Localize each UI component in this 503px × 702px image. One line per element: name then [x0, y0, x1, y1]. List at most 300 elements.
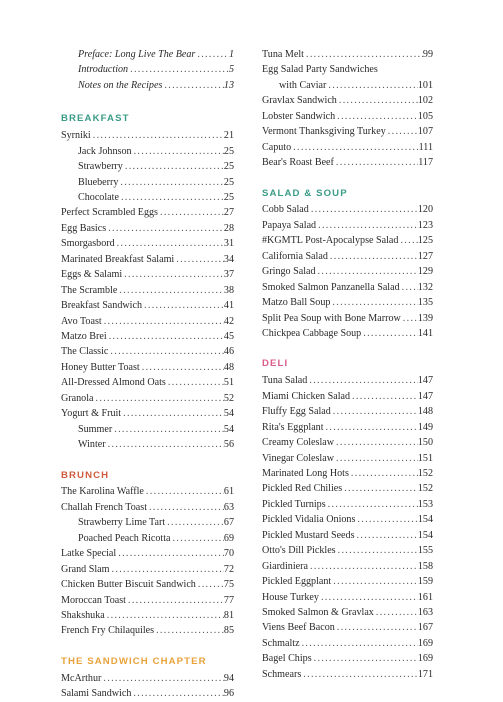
toc-entry [61, 608, 234, 623]
entry-title: Strawberry Lime Tart [78, 517, 166, 529]
dot-leader [398, 233, 417, 248]
dot-leader [330, 295, 417, 310]
entry-title: Gringo Salad [262, 266, 316, 278]
entry-page-number: 38 [223, 284, 234, 296]
entry-page-number: 147 [417, 390, 433, 402]
entry-page-number: 51 [223, 377, 234, 389]
entry-page-number: 169 [417, 653, 433, 665]
entry-title: Pickled Vidalia Onions [262, 514, 356, 526]
dot-leader [107, 329, 224, 344]
toc-entry [61, 360, 234, 375]
entry-title: Chicken Butter Biscuit Sandwich [61, 579, 196, 591]
entry-page-number: 70 [223, 548, 234, 560]
entry-title: Chocolate [78, 192, 119, 204]
entry-title: Pickled Mustard Seeds [262, 529, 355, 541]
entry-title: Egg Salad Party Sandwiches [262, 64, 378, 76]
toc-entry [262, 543, 433, 558]
entry-page-number: 123 [417, 219, 433, 231]
dot-leader [158, 205, 224, 220]
entry-page-number: 27 [223, 207, 234, 219]
entry-title: Matzo Ball Soup [262, 297, 331, 309]
entry-title: Smoked Salmon Panzanella Salad [262, 281, 400, 293]
dot-leader [326, 78, 417, 93]
entry-title: The Classic [61, 346, 109, 358]
dot-leader [337, 93, 418, 108]
entry-page-number: 129 [417, 266, 433, 278]
dot-leader [349, 466, 418, 481]
dot-leader [334, 451, 418, 466]
entry-page-number: 54 [223, 423, 234, 435]
toc-entry [262, 451, 433, 466]
entry-page-number: 13 [223, 79, 234, 91]
dot-leader [165, 515, 224, 530]
entry-page-number: 163 [417, 606, 433, 618]
entry-page-number: 125 [417, 235, 433, 247]
dot-leader [335, 109, 418, 124]
toc-entry [262, 389, 433, 404]
entry-page-number: 101 [417, 79, 433, 91]
entry-page-number: 111 [418, 141, 433, 153]
entry-page-number: 149 [417, 421, 433, 433]
entry-page-number: 150 [417, 437, 433, 449]
toc-entry [262, 373, 433, 388]
toc-entry [262, 326, 433, 341]
dot-leader [140, 360, 224, 375]
toc-column-left [61, 47, 234, 702]
sandwich-list-right [262, 47, 433, 171]
toc-entry [262, 264, 433, 279]
toc-entry [262, 93, 433, 108]
dot-leader [301, 667, 418, 682]
toc-entry [262, 482, 433, 497]
dot-leader [195, 47, 229, 62]
entry-title: Bagel Chips [262, 653, 312, 665]
entry-title: #KGMTL Post-Apocalypse Salad [262, 235, 399, 247]
dot-leader [336, 543, 418, 558]
entry-page-number: 171 [417, 668, 433, 680]
dot-leader [118, 175, 224, 190]
dot-leader [106, 221, 224, 236]
dot-leader [328, 249, 418, 264]
entry-page-number: 25 [223, 145, 234, 157]
entry-title: Cobb Salad [262, 204, 309, 216]
toc-entry [262, 651, 433, 666]
toc-entry [262, 404, 433, 419]
dot-leader [101, 671, 224, 686]
dot-leader [131, 686, 224, 701]
toc-entry [262, 620, 433, 635]
entry-title: Egg Basics [61, 222, 107, 234]
section-heading-sandwich: THE SANDWICH CHAPTER [61, 655, 207, 667]
toc-entry [61, 344, 234, 359]
preface-list [61, 47, 234, 93]
toc-entry [61, 546, 234, 561]
entry-page-number: 56 [223, 439, 234, 451]
entry-page-number: 46 [223, 346, 234, 358]
entry-page-number: 169 [417, 637, 433, 649]
dot-leader [334, 155, 418, 170]
toc-entry [262, 249, 433, 264]
toc-entry [61, 437, 234, 452]
dot-leader [116, 546, 224, 561]
entry-title: All-Dressed Almond Oats [61, 377, 166, 389]
entry-title: The Karolina Waffle [61, 486, 144, 498]
entry-page-number: 152 [417, 468, 433, 480]
dot-leader [335, 620, 418, 635]
dot-leader [401, 311, 418, 326]
dot-leader [319, 590, 418, 605]
dot-leader [171, 531, 224, 546]
toc-entry [262, 62, 433, 77]
entry-page-number: 1 [228, 48, 234, 60]
dot-leader [91, 128, 224, 143]
entry-page-number: 158 [417, 560, 433, 572]
toc-entry [262, 203, 433, 218]
toc-entry [61, 206, 234, 221]
entry-title: Fluffy Egg Salad [262, 406, 331, 418]
entry-title: Blueberry [78, 176, 119, 188]
brunch-list [61, 485, 234, 639]
toc-entry [61, 283, 234, 298]
toc-entry [262, 605, 433, 620]
dot-leader [119, 190, 224, 205]
entry-title: Jack Johnson [78, 145, 132, 157]
entry-title: Miami Chicken Salad [262, 390, 351, 402]
entry-title: Otto's Dill Pickles [262, 545, 336, 557]
entry-page-number: 154 [417, 514, 433, 526]
entry-page-number: 48 [223, 361, 234, 373]
toc-entry [262, 155, 433, 170]
toc-entry [61, 236, 234, 251]
toc-entry [61, 267, 234, 282]
dot-leader [126, 593, 224, 608]
entry-page-number: 63 [223, 501, 234, 513]
toc-entry [262, 435, 433, 450]
dot-leader [166, 375, 224, 390]
section-heading-brunch: BRUNCH [61, 469, 110, 481]
entry-title: Tuna Melt [262, 48, 304, 60]
toc-entry [61, 175, 234, 190]
entry-page-number: 99 [422, 48, 433, 60]
toc-entry [262, 574, 433, 589]
entry-title: Grand Slam [61, 563, 110, 575]
entry-page-number: 139 [417, 312, 433, 324]
dot-leader [304, 47, 423, 62]
toc-entry [262, 280, 433, 295]
toc-entry [61, 190, 234, 205]
entry-page-number: 141 [417, 327, 433, 339]
dot-leader [326, 497, 418, 512]
dot-leader [374, 605, 418, 620]
dot-leader [147, 500, 224, 515]
entry-title: Bear's Roast Beef [262, 157, 334, 169]
dot-leader [110, 562, 224, 577]
dot-leader [196, 577, 224, 592]
entry-title: Summer [78, 423, 113, 435]
dot-leader [361, 326, 418, 341]
dot-leader [174, 252, 224, 267]
entry-title: Syrniki [61, 130, 91, 142]
toc-entry [61, 144, 234, 159]
dot-leader [331, 574, 418, 589]
toc-entry [262, 590, 433, 605]
entry-title: Marinated Breakfast Salami [61, 253, 175, 265]
toc-entry [61, 422, 234, 437]
entry-page-number: 94 [223, 672, 234, 684]
entry-page-number: 25 [223, 161, 234, 173]
dot-leader [316, 264, 418, 279]
entry-title: Schmaltz [262, 637, 300, 649]
entry-page-number: 96 [223, 688, 234, 700]
deli-list [262, 373, 433, 682]
toc-entry [61, 485, 234, 500]
entry-page-number: 148 [417, 406, 433, 418]
toc-entry [262, 295, 433, 310]
entry-page-number: 147 [417, 375, 433, 387]
toc-entry [61, 500, 234, 515]
entry-title: Split Pea Soup with Bone Marrow [262, 312, 401, 324]
dot-leader [308, 559, 418, 574]
entry-title: Chickpea Cabbage Soup [262, 327, 362, 339]
entry-page-number: 41 [223, 300, 234, 312]
dot-leader [154, 623, 224, 638]
entry-title: Giardiniera [262, 560, 308, 572]
entry-title: Schmears [262, 668, 302, 680]
toc-entry [262, 311, 433, 326]
toc-entry [61, 47, 234, 62]
toc-entry [61, 78, 234, 93]
toc-entry [262, 218, 433, 233]
entry-title: Vermont Thanksgiving Turkey [262, 126, 386, 138]
entry-title: Rita's Eggplant [262, 421, 324, 433]
entry-title: McArthur [61, 672, 102, 684]
breakfast-list [61, 128, 234, 452]
dot-leader [112, 422, 224, 437]
entry-page-number: 107 [417, 126, 433, 138]
entry-page-number: 153 [417, 498, 433, 510]
toc-entry [61, 159, 234, 174]
entry-title: Shakshuka [61, 609, 105, 621]
entry-page-number: 152 [417, 483, 433, 495]
entry-page-number: 45 [223, 330, 234, 342]
dot-leader [316, 218, 418, 233]
entry-title: Eggs & Salami [61, 269, 123, 281]
toc-entry [61, 329, 234, 344]
toc-entry [61, 314, 234, 329]
dot-leader [342, 481, 418, 496]
entry-title: Preface: Long Live The Bear [78, 48, 196, 60]
dot-leader [334, 435, 418, 450]
entry-title: Moroccan Toast [61, 594, 126, 606]
toc-entry [262, 512, 433, 527]
dot-leader [106, 437, 224, 452]
dot-leader [355, 528, 418, 543]
toc-entry [262, 109, 433, 124]
toc-entry [61, 577, 234, 592]
entry-title: with Caviar [279, 79, 327, 91]
dot-leader [94, 391, 224, 406]
toc-entry [61, 391, 234, 406]
entry-page-number: 102 [417, 95, 433, 107]
entry-title: California Salad [262, 250, 328, 262]
entry-page-number: 77 [223, 594, 234, 606]
entry-title: Yogurt & Fruit [61, 408, 122, 420]
entry-page-number: 105 [417, 110, 433, 122]
dot-leader [300, 636, 418, 651]
toc-entry [61, 531, 234, 546]
entry-page-number: 37 [223, 269, 234, 281]
entry-page-number: 154 [417, 529, 433, 541]
section-heading-breakfast: BREAKFAST [61, 113, 130, 125]
entry-page-number: 155 [417, 545, 433, 557]
entry-page-number: 159 [417, 576, 433, 588]
entry-title: Notes on the Recipes [78, 79, 163, 91]
entry-page-number: 34 [223, 253, 234, 265]
toc-entry [61, 623, 234, 638]
entry-page-number: 69 [223, 532, 234, 544]
dot-leader [291, 140, 418, 155]
entry-page-number: 135 [417, 297, 433, 309]
toc-entry [61, 562, 234, 577]
entry-page-number: 31 [223, 238, 234, 250]
dot-leader [386, 124, 418, 139]
entry-title: Winter [78, 439, 106, 451]
entry-title: French Fry Chilaquiles [61, 625, 155, 637]
entry-page-number: 21 [223, 130, 234, 142]
toc-entry [61, 221, 234, 236]
toc-entry [61, 593, 234, 608]
entry-title: Smoked Salmon & Gravlax [262, 606, 374, 618]
entry-page-number: 151 [417, 452, 433, 464]
toc-entry [61, 375, 234, 390]
entry-title: House Turkey [262, 591, 319, 603]
toc-entry [61, 298, 234, 313]
entry-title: Introduction [78, 64, 129, 76]
dot-leader [144, 484, 224, 499]
entry-page-number: 85 [223, 625, 234, 637]
entry-title: Papaya Salad [262, 219, 317, 231]
entry-page-number: 52 [223, 392, 234, 404]
toc-entry [61, 671, 234, 686]
entry-page-number: 117 [418, 157, 433, 169]
entry-title: Pickled Red Chilies [262, 483, 343, 495]
toc-column-right [262, 47, 433, 682]
dot-leader [324, 420, 418, 435]
entry-title: Latke Special [61, 548, 117, 560]
dot-leader [128, 62, 229, 77]
entry-title: Matzo Brei [61, 330, 107, 342]
toc-entry [61, 515, 234, 530]
entry-page-number: 161 [417, 591, 433, 603]
dot-leader [350, 389, 418, 404]
toc-entry [262, 636, 433, 651]
entry-title: Granola [61, 392, 94, 404]
entry-title: Tuna Salad [262, 375, 308, 387]
dot-leader [117, 283, 224, 298]
dot-leader [162, 78, 224, 93]
toc-entry [262, 466, 433, 481]
entry-page-number: 72 [223, 563, 234, 575]
dot-leader [132, 144, 224, 159]
section-heading-deli: DELI [262, 358, 289, 370]
entry-title: Creamy Coleslaw [262, 437, 335, 449]
dot-leader [312, 651, 418, 666]
entry-page-number: 42 [223, 315, 234, 327]
salad-list [262, 203, 433, 342]
section-heading-salad: SALAD & SOUP [262, 187, 348, 199]
entry-page-number: 75 [223, 579, 234, 591]
dot-leader [115, 236, 224, 251]
dot-leader [122, 267, 224, 282]
entry-page-number: 28 [223, 222, 234, 234]
toc-entry [61, 62, 234, 77]
entry-title: Marinated Long Hots [262, 468, 349, 480]
dot-leader [105, 608, 224, 623]
entry-title: Caputo [262, 141, 292, 153]
toc-entry [262, 47, 433, 62]
entry-title: Breakfast Sandwich [61, 300, 143, 312]
entry-page-number: 5 [228, 64, 234, 76]
dot-leader [123, 159, 224, 174]
dot-leader [355, 512, 417, 527]
entry-title: Avo Toast [61, 315, 102, 327]
toc-entry [262, 124, 433, 139]
entry-title: Honey Butter Toast [61, 361, 140, 373]
toc-entry [61, 128, 234, 143]
toc-entry [262, 140, 433, 155]
toc-entry [262, 528, 433, 543]
dot-leader [307, 373, 418, 388]
entry-title: Vinegar Coleslaw [262, 452, 334, 464]
entry-page-number: 61 [223, 486, 234, 498]
toc-entry [262, 497, 433, 512]
dot-leader [331, 404, 418, 419]
entry-page-number: 127 [417, 250, 433, 262]
entry-page-number: 25 [223, 192, 234, 204]
entry-page-number: 25 [223, 176, 234, 188]
toc-entry [262, 559, 433, 574]
entry-page-number: 120 [417, 204, 433, 216]
toc-entry [61, 406, 234, 421]
entry-title: Pickled Eggplant [262, 576, 332, 588]
dot-leader [400, 280, 418, 295]
entry-title: Challah French Toast [61, 501, 148, 513]
entry-title: The Scramble [61, 284, 118, 296]
entry-title: Poached Peach Ricotta [78, 532, 171, 544]
entry-title: Salami Sandwich [61, 688, 132, 700]
entry-title: Pickled Turnips [262, 498, 326, 510]
sandwich-list-left [61, 671, 234, 702]
entry-page-number: 167 [417, 622, 433, 634]
toc-entry [61, 252, 234, 267]
dot-leader [142, 298, 224, 313]
entry-page-number: 132 [417, 281, 433, 293]
toc-entry [262, 233, 433, 248]
toc-entry [262, 667, 433, 682]
entry-page-number: 81 [223, 609, 234, 621]
dot-leader [102, 314, 224, 329]
entry-title: Viens Beef Bacon [262, 622, 335, 634]
entry-page-number: 54 [223, 408, 234, 420]
entry-title: Perfect Scrambled Eggs [61, 207, 158, 219]
dot-leader [121, 406, 224, 421]
toc-entry [262, 420, 433, 435]
toc-entry [61, 686, 234, 701]
entry-title: Lobster Sandwich [262, 110, 336, 122]
entry-title: Gravlax Sandwich [262, 95, 337, 107]
dot-leader [309, 202, 418, 217]
dot-leader [108, 344, 224, 359]
